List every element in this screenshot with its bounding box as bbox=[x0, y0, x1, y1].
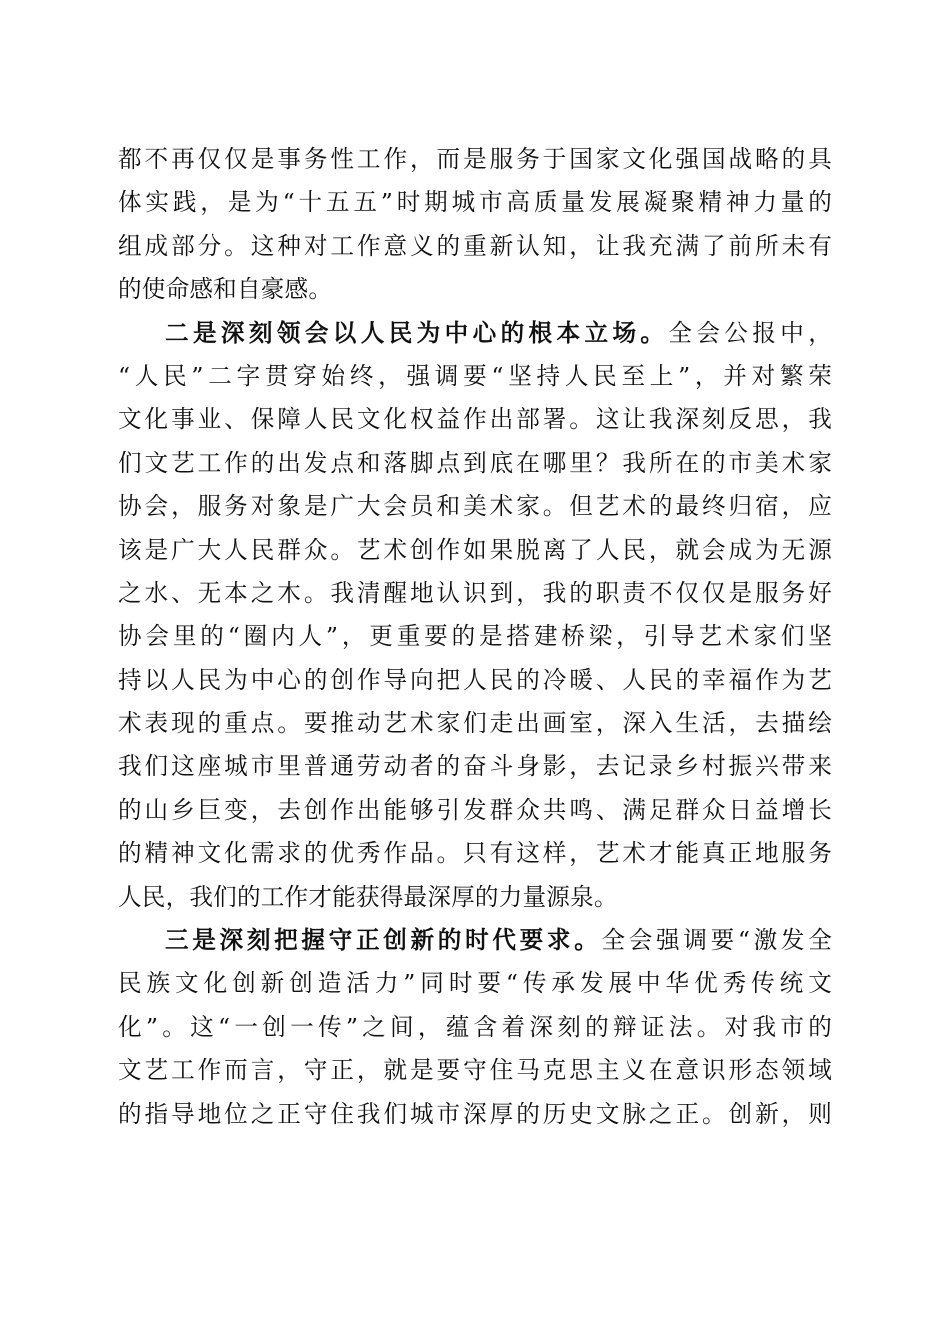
text-line: “人民”二字贯穿始终，强调要“坚持人民至上”，并对繁荣 bbox=[118, 361, 832, 390]
text-line: 协会，服务对象是广大会员和美术家。但艺术的最终归宿，应 bbox=[118, 492, 832, 521]
text-line: 民族文化创新创造活力”同时要“传承发展中华优秀传统文 bbox=[118, 969, 832, 998]
text-line: 之水、无本之木。我清醒地认识到，我的职责不仅仅是服务好 bbox=[118, 578, 832, 607]
text-line: 化”。这“一创一传”之间，蕴含着深刻的辩证法。对我市的 bbox=[118, 1012, 832, 1041]
text-line: 们文艺工作的出发点和落脚点到底在哪里？我所在的市美术家 bbox=[118, 448, 832, 477]
paragraph-1 bbox=[118, 138, 832, 312]
paragraph-heading: 二是深刻领会以人民为中心的根本立场。 bbox=[165, 318, 669, 347]
text-line: 该是广大人民群众。艺术创作如果脱离了人民，就会成为无源 bbox=[118, 535, 832, 564]
text-line: 的山乡巨变，去创作出能够引发群众共鸣、满足群众日益增长 bbox=[118, 795, 832, 824]
text-line: 文化事业、保障人民文化权益作出部署。这让我深刻反思，我 bbox=[118, 405, 832, 434]
text-line: 文艺工作而言，守正，就是要守住马克思主义在意识形态领域 bbox=[118, 1056, 832, 1085]
text-line: 我们这座城市里普通劳动者的奋斗身影，去记录乡村振兴带来 bbox=[118, 752, 832, 781]
text-line: 术表现的重点。要推动艺术家们走出画室，深入生活，去描绘 bbox=[118, 709, 832, 738]
paragraph-3 bbox=[118, 919, 832, 1136]
paragraph-2 bbox=[118, 312, 832, 919]
paragraph-first-line bbox=[118, 312, 832, 355]
text-line: 的精神文化需求的优秀作品。只有这样，艺术才能真正地服务 bbox=[118, 839, 832, 868]
text-line: 的指导地位之正守住我们城市深厚的历史文脉之正。创新，则 bbox=[118, 1099, 832, 1128]
text-line: 人民，我们的工作才能获得最深厚的力量源泉。 bbox=[118, 882, 618, 911]
paragraph-text: 全会强调要“激发全 bbox=[601, 926, 832, 955]
paragraph-first-line bbox=[118, 919, 832, 962]
text-line: 都不再仅仅是事务性工作，而是服务于国家文化强国战略的具 bbox=[118, 145, 832, 173]
text-line: 持以人民为中心的创作导向把人民的冷暖、人民的幸福作为艺 bbox=[118, 665, 832, 694]
text-line: 的使命感和自豪感。 bbox=[118, 275, 333, 304]
paragraph-text: 全会公报中， bbox=[668, 318, 832, 347]
paragraph-heading: 三是深刻把握守正创新的时代要求。 bbox=[165, 926, 602, 955]
text-line: 体实践，是为“十五五”时期城市高质量发展凝聚精神力量的 bbox=[118, 188, 832, 217]
text-line: 协会里的“圈内人”，更重要的是搭建桥梁，引导艺术家们坚 bbox=[118, 622, 832, 651]
document-body bbox=[118, 138, 832, 1136]
text-line: 组成部分。这种对工作意义的重新认知，让我充满了前所未有 bbox=[118, 231, 832, 260]
